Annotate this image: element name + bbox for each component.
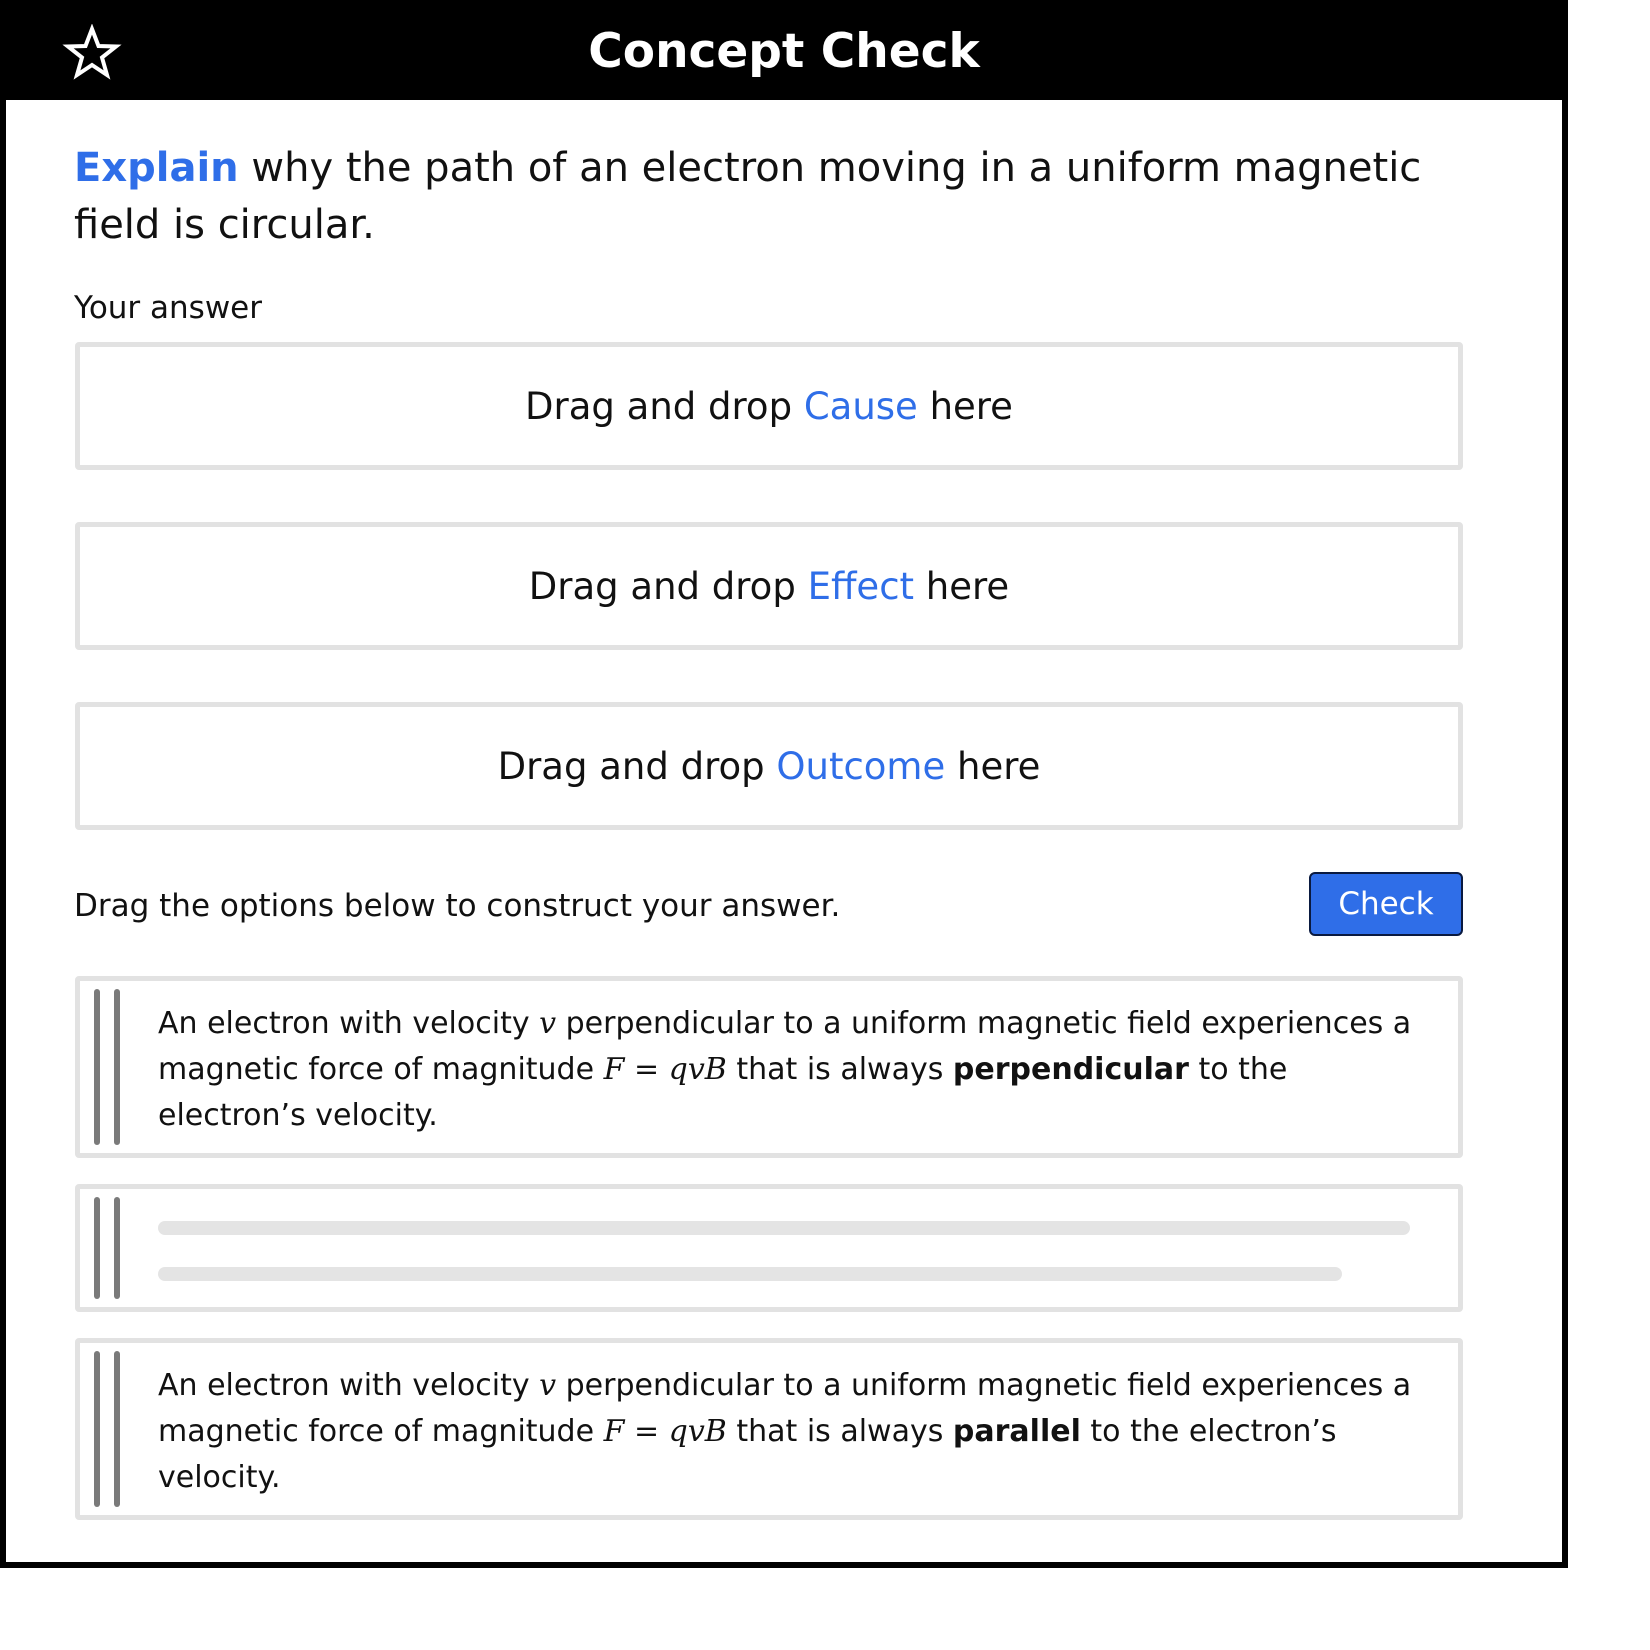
drag-handle-bar xyxy=(114,989,120,1145)
math-force: F xyxy=(603,1052,625,1087)
drag-handle-bar xyxy=(94,989,100,1145)
drag-handle-icon[interactable] xyxy=(94,989,124,1145)
dropzone-slot-name: Outcome xyxy=(776,744,946,788)
page-title: Concept Check xyxy=(588,24,980,79)
answer-label: Your answer xyxy=(74,290,262,326)
question-keyword: Explain xyxy=(74,145,239,191)
dropzone-slot-name: Cause xyxy=(803,384,918,428)
option-text-part: An electron with velocity xyxy=(158,1006,540,1041)
draggable-option[interactable] xyxy=(75,976,1463,1158)
instruction-text: Drag the options below to construct your answer. xyxy=(74,888,841,924)
dropzone-slot-name: Effect xyxy=(807,564,915,608)
drag-handle-bar xyxy=(94,1351,100,1507)
dropzone-prefix: Drag and drop xyxy=(497,744,777,788)
math-velocity: v xyxy=(539,1006,557,1041)
option-text-part: that is always xyxy=(726,1414,953,1449)
draggable-option-placeholder[interactable] xyxy=(75,1184,1463,1312)
header-bar xyxy=(6,6,1562,100)
math-force: F xyxy=(603,1414,625,1449)
option-text-part: perpendicular to a uniform magnetic field experiences a magnetic force of magnitude xyxy=(158,1368,1412,1449)
option-keyword: perpendicular xyxy=(952,1052,1189,1087)
math-equals: = xyxy=(624,1414,669,1449)
dropzone-cause[interactable] xyxy=(75,342,1463,470)
dropzone-outcome[interactable] xyxy=(75,702,1463,830)
math-velocity: v xyxy=(539,1368,557,1403)
option-text-part: perpendicular to a uniform magnetic field experiences a magnetic force of magnitude xyxy=(158,1006,1412,1087)
dropzone-prefix: Drag and drop xyxy=(525,384,804,428)
drag-handle-icon[interactable] xyxy=(94,1351,124,1507)
drag-handle-icon[interactable] xyxy=(94,1197,124,1299)
math-equals: = xyxy=(624,1052,669,1087)
dropzone-suffix: here xyxy=(914,564,1010,608)
drag-handle-bar xyxy=(94,1197,100,1299)
option-text xyxy=(158,1363,1438,1501)
math-qvb: qvB xyxy=(668,1052,727,1087)
dropzone-suffix: here xyxy=(917,384,1013,428)
option-text-part: to the electron’s velocity. xyxy=(158,1414,1337,1495)
option-text-part: An electron with velocity xyxy=(158,1368,540,1403)
draggable-option[interactable] xyxy=(75,1338,1463,1520)
question-prompt xyxy=(74,140,1474,254)
option-keyword: parallel xyxy=(952,1414,1081,1449)
placeholder-line xyxy=(158,1267,1342,1281)
dropzone-suffix: here xyxy=(945,744,1041,788)
question-text: why the path of an electron moving in a uniform magnetic field is circular. xyxy=(74,145,1422,248)
option-text-part: that is always xyxy=(726,1052,953,1087)
placeholder-line xyxy=(158,1221,1410,1235)
dropzone-prefix: Drag and drop xyxy=(528,564,808,608)
drag-handle-bar xyxy=(114,1197,120,1299)
drag-handle-bar xyxy=(114,1351,120,1507)
dropzone-effect[interactable] xyxy=(75,522,1463,650)
option-text xyxy=(158,1001,1438,1139)
check-button[interactable]: Check xyxy=(1309,872,1463,936)
math-qvb: qvB xyxy=(668,1414,727,1449)
option-text-part: to the electron’s velocity. xyxy=(158,1052,1288,1133)
